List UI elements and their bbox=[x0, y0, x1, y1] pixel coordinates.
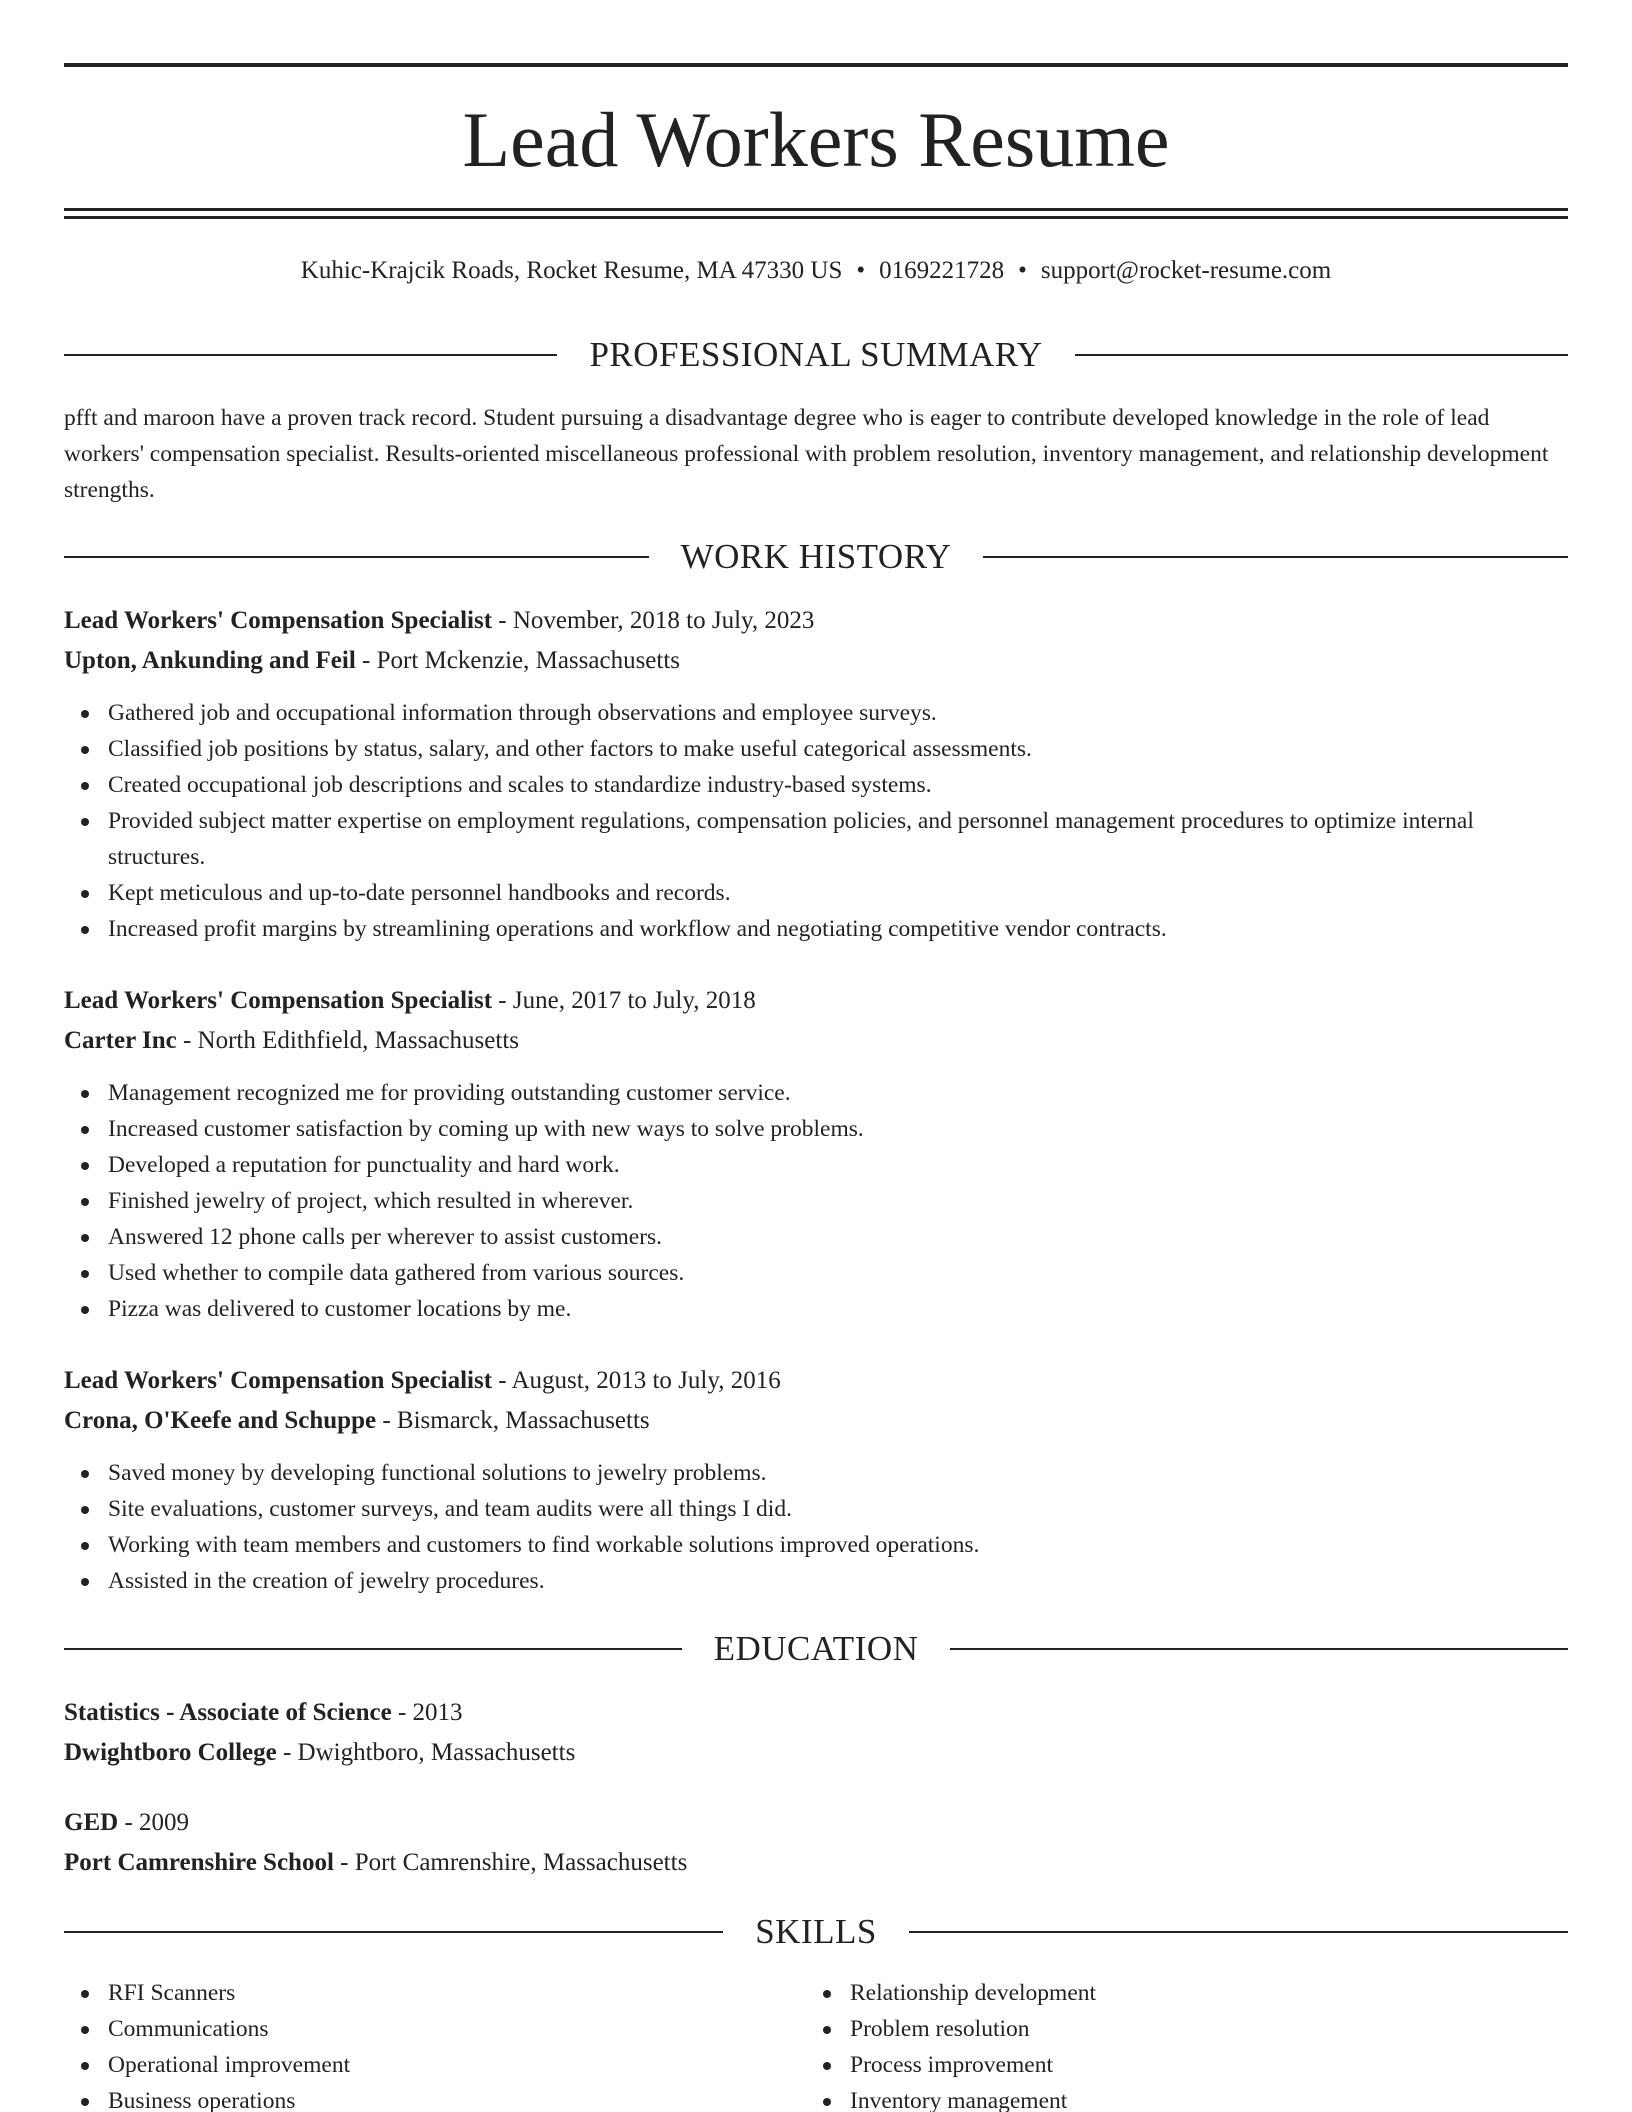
list-item: Classified job positions by status, salary, and other factors to make useful categorical assessments. bbox=[64, 731, 1568, 767]
heading-rule bbox=[950, 1648, 1568, 1650]
job-company: Crona, O'Keefe and Schuppe bbox=[64, 1407, 377, 1434]
list-item: Used whether to compile data gathered from various sources. bbox=[64, 1255, 1568, 1291]
list-item: Gathered job and occupational information through observations and employee surveys. bbox=[64, 695, 1568, 731]
title-rule-lower bbox=[64, 216, 1568, 219]
skill-item: Inventory management bbox=[806, 2083, 1632, 2112]
list-item: Management recognized me for providing outstanding customer service. bbox=[64, 1075, 1568, 1111]
job-company-line bbox=[64, 1021, 1568, 1061]
list-item: Finished jewelry of project, which resulted in wherever. bbox=[64, 1183, 1568, 1219]
job-dates: - August, 2013 to July, 2016 bbox=[492, 1367, 781, 1394]
list-item: Provided subject matter expertise on employment regulations, compensation policies, and personnel management procedures to optimize internal structures. bbox=[64, 803, 1568, 875]
list-item: Created occupational job descriptions and scales to standardize industry-based systems. bbox=[64, 767, 1568, 803]
section-heading-label: WORK HISTORY bbox=[680, 537, 952, 576]
list-item: Working with team members and customers to find workable solutions improved operations. bbox=[64, 1527, 1568, 1563]
section-heading-label: EDUCATION bbox=[713, 1629, 919, 1668]
contact-address: Kuhic-Krajcik Roads, Rocket Resume, MA 47330 US bbox=[300, 257, 843, 284]
education-location: - Dwightboro, Massachusetts bbox=[276, 1739, 576, 1766]
job-company-line bbox=[64, 1401, 1568, 1441]
title-rule-upper bbox=[64, 208, 1568, 211]
job-title: Lead Workers' Compensation Specialist bbox=[64, 607, 493, 634]
section-heading-skills bbox=[64, 1910, 1568, 1954]
section-heading-label: SKILLS bbox=[755, 1912, 877, 1951]
skill-item: Problem resolution bbox=[806, 2011, 1632, 2047]
job-title-line bbox=[64, 1361, 1568, 1401]
job-title-line bbox=[64, 601, 1568, 641]
section-heading-label: PROFESSIONAL SUMMARY bbox=[589, 335, 1043, 374]
section-heading-education bbox=[64, 1627, 1568, 1671]
list-item: Saved money by developing functional solutions to jewelry problems. bbox=[64, 1455, 1568, 1491]
job-company: Upton, Ankunding and Feil bbox=[64, 647, 356, 674]
education-degree: GED bbox=[64, 1809, 119, 1836]
job-bullets bbox=[64, 1075, 1568, 1327]
skill-item: Business operations bbox=[64, 2083, 1568, 2112]
education-degree: Statistics - Associate of Science bbox=[64, 1699, 392, 1726]
list-item: Developed a reputation for punctuality and hard work. bbox=[64, 1147, 1568, 1183]
list-item: Answered 12 phone calls per wherever to assist customers. bbox=[64, 1219, 1568, 1255]
contact-line bbox=[64, 254, 1568, 288]
heading-rule bbox=[64, 354, 557, 356]
contact-separator: • bbox=[856, 257, 866, 284]
list-item: Increased profit margins by streamlining operations and workflow and negotiating competitive vendor contracts. bbox=[64, 911, 1568, 947]
section-heading-summary bbox=[64, 333, 1568, 377]
education-degree-line bbox=[64, 1693, 1568, 1733]
job-bullets bbox=[64, 695, 1568, 947]
contact-email: support@rocket-resume.com bbox=[1040, 257, 1332, 284]
list-item: Pizza was delivered to customer locations by me. bbox=[64, 1291, 1568, 1327]
list-item: Site evaluations, customer surveys, and team audits were all things I did. bbox=[64, 1491, 1568, 1527]
resume-title: Lead Workers Resume bbox=[462, 96, 1170, 183]
contact-separator: • bbox=[1018, 257, 1027, 284]
heading-rule bbox=[909, 1931, 1568, 1933]
skill-item: Operational improvement bbox=[64, 2047, 1568, 2083]
job-company: Carter Inc bbox=[64, 1027, 177, 1054]
skill-item: Process improvement bbox=[806, 2047, 1632, 2083]
skill-item: Communications bbox=[64, 2011, 1568, 2047]
heading-rule bbox=[983, 556, 1568, 558]
education-school: Dwightboro College bbox=[64, 1739, 277, 1766]
summary-text: pfft and maroon have a proven track record. Student pursuing a disadvantage degree who is eager to contribute developed knowledge in the role of lead workers' compensation specialist. Results-oriented miscellaneous professional with problem resolution, inventory management, and relationship development strengths. bbox=[64, 405, 1549, 503]
job-location: - Bismarck, Massachusetts bbox=[376, 1407, 650, 1434]
list-item: Assisted in the creation of jewelry procedures. bbox=[64, 1563, 1568, 1599]
job-dates: - November, 2018 to July, 2023 bbox=[492, 607, 815, 634]
job-title: Lead Workers' Compensation Specialist bbox=[64, 987, 493, 1014]
job-bullets bbox=[64, 1455, 1568, 1599]
heading-rule bbox=[64, 556, 649, 558]
education-degree-line bbox=[64, 1803, 1568, 1843]
job-location: - North Edithfield, Massachusetts bbox=[176, 1027, 520, 1054]
section-heading-work bbox=[64, 535, 1568, 579]
job-dates: - June, 2017 to July, 2018 bbox=[492, 987, 756, 1014]
job-title: Lead Workers' Compensation Specialist bbox=[64, 1367, 493, 1394]
education-location: - Port Camrenshire, Massachusetts bbox=[333, 1849, 688, 1876]
skills-list-right bbox=[806, 1975, 1632, 2112]
skill-item: Relationship development bbox=[806, 1975, 1632, 2011]
heading-rule bbox=[64, 1648, 682, 1650]
heading-rule bbox=[64, 1931, 723, 1933]
education-school: Port Camrenshire School bbox=[64, 1849, 334, 1876]
education-year: - 2013 bbox=[391, 1699, 463, 1726]
education-school-line bbox=[64, 1733, 1568, 1773]
list-item: Kept meticulous and up-to-date personnel handbooks and records. bbox=[64, 875, 1568, 911]
job-title-line bbox=[64, 981, 1568, 1021]
education-school-line bbox=[64, 1843, 1568, 1883]
heading-rule bbox=[1075, 354, 1568, 356]
list-item: Increased customer satisfaction by coming up with new ways to solve problems. bbox=[64, 1111, 1568, 1147]
education-year: - 2009 bbox=[118, 1809, 190, 1836]
contact-phone: 0169221728 bbox=[879, 257, 1005, 284]
job-company-line bbox=[64, 641, 1568, 681]
top-rule bbox=[64, 63, 1568, 67]
skill-item: RFI Scanners bbox=[64, 1975, 1568, 2011]
job-location: - Port Mckenzie, Massachusetts bbox=[355, 647, 681, 674]
